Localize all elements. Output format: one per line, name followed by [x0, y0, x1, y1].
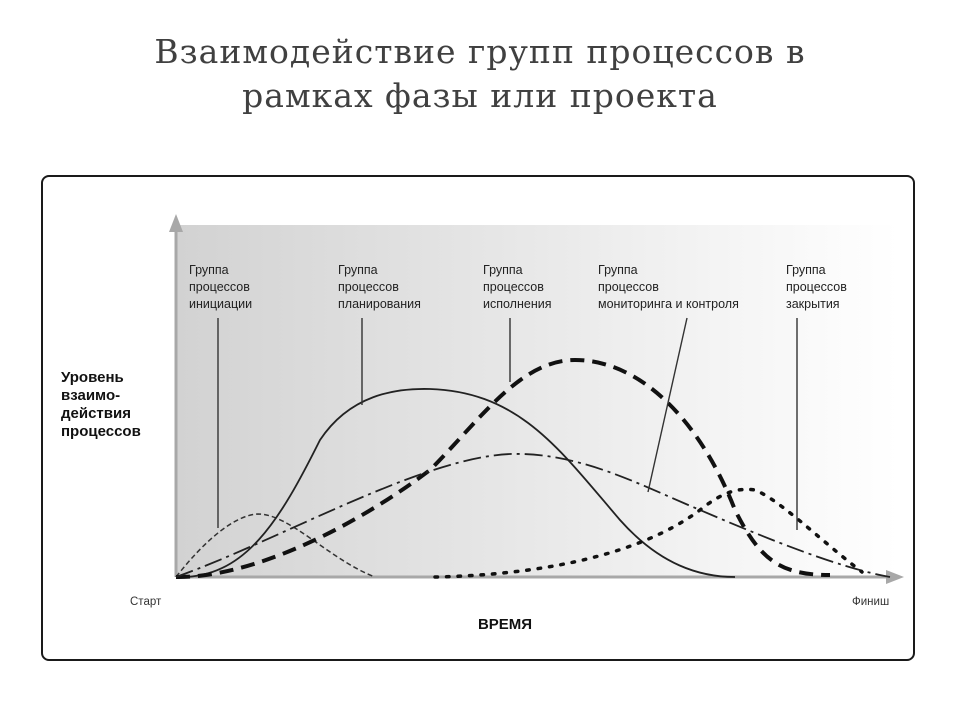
y-axis-label-line-4: процессов	[61, 423, 141, 440]
x-axis-label: ВРЕМЯ	[477, 616, 533, 633]
y-axis-arrow	[169, 214, 183, 232]
label-executing-line-3: исполнения	[483, 297, 552, 311]
y-axis-label-line-2: взаимо-	[61, 387, 121, 404]
label-planning-line-3: планирования	[338, 297, 421, 311]
label-monitoring-line-3: мониторинга и контроля	[598, 297, 739, 311]
finish-label: Финиш	[852, 596, 890, 608]
label-closing-line-2: процессов	[786, 280, 847, 294]
start-label: Старт	[130, 596, 162, 608]
plot-background	[176, 225, 898, 577]
y-axis-label	[61, 369, 141, 440]
slide-title-line-1: Взаимодействие групп процессов в	[154, 32, 806, 71]
label-executing-line-2: процессов	[483, 280, 544, 294]
y-axis-label-line-1: Уровень	[61, 369, 124, 386]
label-monitoring-line-1: Группа	[598, 263, 638, 277]
slide-title-line-2: рамках фазы или проекта	[242, 76, 718, 115]
y-axis-label-line-3: действия	[61, 405, 131, 422]
label-executing-line-1: Группа	[483, 263, 523, 277]
label-closing-line-1: Группа	[786, 263, 826, 277]
label-closing-line-3: закрытия	[786, 297, 840, 311]
label-monitoring-line-2: процессов	[598, 280, 659, 294]
label-initiating-line-1: Группа	[189, 263, 229, 277]
label-initiating-line-3: инициации	[189, 297, 253, 311]
label-planning-line-1: Группа	[338, 263, 378, 277]
label-planning-line-2: процессов	[338, 280, 399, 294]
label-initiating-line-2: процессов	[189, 280, 250, 294]
